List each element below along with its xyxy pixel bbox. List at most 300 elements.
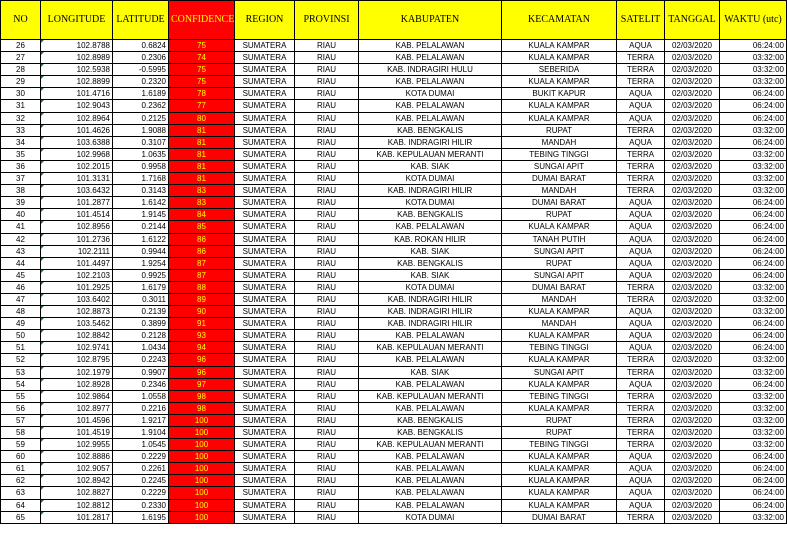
cell-kecamatan: TEBING TINGGI — [502, 148, 617, 160]
cell-kecamatan: KUALA KAMPAR — [502, 475, 617, 487]
cell-kabupaten: KAB. INDRAGIRI HILIR — [359, 136, 502, 148]
header-waktu: WAKTU (utc) — [720, 1, 787, 40]
table-row — [1, 318, 787, 330]
cell-longitude: 102.8899 — [41, 76, 113, 88]
cell-satelit: TERRA — [617, 390, 665, 402]
cell-kecamatan: SEBERIDA — [502, 64, 617, 76]
cell-satelit: TERRA — [617, 414, 665, 426]
cell-confidence: 98 — [169, 390, 235, 402]
cell-waktu: 06:24:00 — [720, 136, 787, 148]
cell-longitude: 103.6388 — [41, 136, 113, 148]
cell-satelit: TERRA — [617, 427, 665, 439]
table-row — [1, 463, 787, 475]
cell-no: 62 — [1, 475, 41, 487]
cell-longitude: 102.9955 — [41, 439, 113, 451]
cell-no: 50 — [1, 330, 41, 342]
cell-longitude: 102.8886 — [41, 451, 113, 463]
cell-waktu: 06:24:00 — [720, 233, 787, 245]
cell-kabupaten: KAB. INDRAGIRI HILIR — [359, 318, 502, 330]
cell-kecamatan: MANDAH — [502, 136, 617, 148]
cell-confidence: 93 — [169, 330, 235, 342]
cell-waktu: 03:32:00 — [720, 511, 787, 523]
cell-latitude: 0.2306 — [113, 52, 169, 64]
cell-no: 26 — [1, 40, 41, 52]
cell-kecamatan: KUALA KAMPAR — [502, 354, 617, 366]
cell-no: 30 — [1, 88, 41, 100]
cell-longitude: 103.6402 — [41, 293, 113, 305]
cell-satelit: AQUA — [617, 100, 665, 112]
cell-tanggal: 02/03/2020 — [665, 293, 720, 305]
cell-latitude: 1.9104 — [113, 427, 169, 439]
cell-latitude: 1.0635 — [113, 148, 169, 160]
cell-latitude: 0.2346 — [113, 378, 169, 390]
cell-tanggal: 02/03/2020 — [665, 499, 720, 511]
cell-tanggal: 02/03/2020 — [665, 221, 720, 233]
cell-confidence: 96 — [169, 366, 235, 378]
cell-confidence: 90 — [169, 306, 235, 318]
cell-satelit: TERRA — [617, 185, 665, 197]
cell-provinsi: RIAU — [295, 330, 359, 342]
cell-no: 47 — [1, 293, 41, 305]
cell-confidence: 85 — [169, 221, 235, 233]
cell-provinsi: RIAU — [295, 185, 359, 197]
cell-confidence: 100 — [169, 439, 235, 451]
cell-confidence: 83 — [169, 185, 235, 197]
cell-tanggal: 02/03/2020 — [665, 257, 720, 269]
cell-region: SUMATERA — [235, 499, 295, 511]
cell-latitude: 1.6189 — [113, 88, 169, 100]
cell-kecamatan: KUALA KAMPAR — [502, 330, 617, 342]
cell-waktu: 06:24:00 — [720, 330, 787, 342]
table-row — [1, 233, 787, 245]
cell-satelit: AQUA — [617, 463, 665, 475]
cell-latitude: 1.0434 — [113, 342, 169, 354]
cell-tanggal: 02/03/2020 — [665, 487, 720, 499]
table-row — [1, 221, 787, 233]
cell-provinsi: RIAU — [295, 136, 359, 148]
cell-kabupaten: KAB. SIAK — [359, 269, 502, 281]
cell-no: 49 — [1, 318, 41, 330]
cell-provinsi: RIAU — [295, 451, 359, 463]
cell-longitude: 102.9968 — [41, 148, 113, 160]
cell-latitude: 0.2243 — [113, 354, 169, 366]
cell-confidence: 77 — [169, 100, 235, 112]
cell-provinsi: RIAU — [295, 414, 359, 426]
cell-latitude: 0.2125 — [113, 112, 169, 124]
cell-confidence: 96 — [169, 354, 235, 366]
cell-region: SUMATERA — [235, 76, 295, 88]
cell-region: SUMATERA — [235, 221, 295, 233]
cell-satelit: AQUA — [617, 269, 665, 281]
table-row — [1, 439, 787, 451]
cell-provinsi: RIAU — [295, 245, 359, 257]
cell-longitude: 102.8842 — [41, 330, 113, 342]
cell-region: SUMATERA — [235, 378, 295, 390]
cell-waktu: 06:24:00 — [720, 269, 787, 281]
cell-longitude: 101.4519 — [41, 427, 113, 439]
cell-waktu: 03:32:00 — [720, 124, 787, 136]
cell-no: 57 — [1, 414, 41, 426]
cell-waktu: 03:32:00 — [720, 76, 787, 88]
cell-kecamatan: DUMAI BARAT — [502, 173, 617, 185]
cell-kabupaten: KAB. PELALAWAN — [359, 475, 502, 487]
cell-kecamatan: KUALA KAMPAR — [502, 499, 617, 511]
cell-waktu: 06:24:00 — [720, 40, 787, 52]
cell-kabupaten: KAB. INDRAGIRI HILIR — [359, 185, 502, 197]
cell-kecamatan: KUALA KAMPAR — [502, 378, 617, 390]
cell-provinsi: RIAU — [295, 366, 359, 378]
cell-longitude: 101.2817 — [41, 511, 113, 523]
cell-tanggal: 02/03/2020 — [665, 88, 720, 100]
cell-provinsi: RIAU — [295, 257, 359, 269]
cell-kabupaten: KAB. PELALAWAN — [359, 330, 502, 342]
cell-region: SUMATERA — [235, 366, 295, 378]
cell-region: SUMATERA — [235, 402, 295, 414]
cell-waktu: 03:32:00 — [720, 414, 787, 426]
cell-provinsi: RIAU — [295, 197, 359, 209]
cell-kabupaten: KAB. KEPULAUAN MERANTI — [359, 439, 502, 451]
cell-longitude: 102.8942 — [41, 475, 113, 487]
cell-latitude: 0.2320 — [113, 76, 169, 88]
cell-tanggal: 02/03/2020 — [665, 112, 720, 124]
cell-waktu: 06:24:00 — [720, 88, 787, 100]
cell-latitude: 1.6122 — [113, 233, 169, 245]
cell-kabupaten: KAB. PELALAWAN — [359, 402, 502, 414]
cell-provinsi: RIAU — [295, 76, 359, 88]
cell-satelit: AQUA — [617, 487, 665, 499]
cell-kecamatan: TANAH PUTIH — [502, 233, 617, 245]
cell-waktu: 03:32:00 — [720, 402, 787, 414]
cell-latitude: 0.9907 — [113, 366, 169, 378]
cell-no: 64 — [1, 499, 41, 511]
cell-region: SUMATERA — [235, 342, 295, 354]
cell-confidence: 87 — [169, 257, 235, 269]
cell-satelit: TERRA — [617, 52, 665, 64]
cell-waktu: 06:24:00 — [720, 221, 787, 233]
cell-provinsi: RIAU — [295, 378, 359, 390]
cell-kecamatan: KUALA KAMPAR — [502, 402, 617, 414]
cell-no: 33 — [1, 124, 41, 136]
cell-region: SUMATERA — [235, 160, 295, 172]
cell-kabupaten: KAB. KEPULAUAN MERANTI — [359, 148, 502, 160]
cell-waktu: 03:32:00 — [720, 160, 787, 172]
cell-no: 40 — [1, 209, 41, 221]
cell-confidence: 91 — [169, 318, 235, 330]
cell-kabupaten: KOTA DUMAI — [359, 88, 502, 100]
cell-latitude: 0.3899 — [113, 318, 169, 330]
table-row — [1, 499, 787, 511]
cell-region: SUMATERA — [235, 257, 295, 269]
table-row — [1, 402, 787, 414]
table-row — [1, 112, 787, 124]
cell-waktu: 03:32:00 — [720, 439, 787, 451]
table-row — [1, 76, 787, 88]
table-row — [1, 245, 787, 257]
cell-no: 48 — [1, 306, 41, 318]
table-row — [1, 100, 787, 112]
cell-latitude: 1.6142 — [113, 197, 169, 209]
cell-kabupaten: KOTA DUMAI — [359, 511, 502, 523]
cell-satelit: AQUA — [617, 112, 665, 124]
cell-region: SUMATERA — [235, 148, 295, 160]
cell-kecamatan: KUALA KAMPAR — [502, 112, 617, 124]
cell-longitude: 101.4514 — [41, 209, 113, 221]
table-row — [1, 342, 787, 354]
cell-tanggal: 02/03/2020 — [665, 330, 720, 342]
table-row — [1, 40, 787, 52]
cell-latitude: -0.5995 — [113, 64, 169, 76]
cell-region: SUMATERA — [235, 64, 295, 76]
cell-confidence: 86 — [169, 245, 235, 257]
cell-kabupaten: KAB. PELALAWAN — [359, 499, 502, 511]
cell-latitude: 1.0558 — [113, 390, 169, 402]
cell-longitude: 102.8956 — [41, 221, 113, 233]
cell-confidence: 81 — [169, 173, 235, 185]
table-row — [1, 390, 787, 402]
cell-provinsi: RIAU — [295, 124, 359, 136]
cell-tanggal: 02/03/2020 — [665, 52, 720, 64]
cell-confidence: 100 — [169, 475, 235, 487]
cell-longitude: 103.6432 — [41, 185, 113, 197]
header-satelit: SATELIT — [617, 1, 665, 40]
table-row — [1, 475, 787, 487]
table-row — [1, 366, 787, 378]
cell-kecamatan: KUALA KAMPAR — [502, 463, 617, 475]
cell-no: 51 — [1, 342, 41, 354]
cell-no: 28 — [1, 64, 41, 76]
cell-tanggal: 02/03/2020 — [665, 511, 720, 523]
cell-latitude: 0.2245 — [113, 475, 169, 487]
table-row — [1, 414, 787, 426]
cell-confidence: 89 — [169, 293, 235, 305]
cell-satelit: TERRA — [617, 354, 665, 366]
header-kecamatan: KECAMATAN — [502, 1, 617, 40]
cell-satelit: AQUA — [617, 209, 665, 221]
cell-latitude: 0.2216 — [113, 402, 169, 414]
cell-provinsi: RIAU — [295, 475, 359, 487]
cell-tanggal: 02/03/2020 — [665, 402, 720, 414]
table-row — [1, 269, 787, 281]
cell-latitude: 0.9958 — [113, 160, 169, 172]
cell-tanggal: 02/03/2020 — [665, 160, 720, 172]
cell-latitude: 1.9088 — [113, 124, 169, 136]
cell-kecamatan: SUNGAI APIT — [502, 366, 617, 378]
cell-kabupaten: KAB. SIAK — [359, 160, 502, 172]
cell-region: SUMATERA — [235, 487, 295, 499]
cell-tanggal: 02/03/2020 — [665, 342, 720, 354]
table-row — [1, 88, 787, 100]
cell-tanggal: 02/03/2020 — [665, 245, 720, 257]
table-row — [1, 330, 787, 342]
cell-tanggal: 02/03/2020 — [665, 197, 720, 209]
cell-tanggal: 02/03/2020 — [665, 209, 720, 221]
cell-latitude: 1.6195 — [113, 511, 169, 523]
cell-provinsi: RIAU — [295, 390, 359, 402]
cell-satelit: TERRA — [617, 439, 665, 451]
cell-provinsi: RIAU — [295, 427, 359, 439]
cell-provinsi: RIAU — [295, 511, 359, 523]
cell-no: 29 — [1, 76, 41, 88]
table-row — [1, 451, 787, 463]
table-row — [1, 160, 787, 172]
cell-region: SUMATERA — [235, 88, 295, 100]
cell-latitude: 0.2229 — [113, 451, 169, 463]
table-row — [1, 209, 787, 221]
cell-kabupaten: KAB. SIAK — [359, 245, 502, 257]
cell-longitude: 101.3131 — [41, 173, 113, 185]
cell-latitude: 1.9217 — [113, 414, 169, 426]
cell-latitude: 1.9254 — [113, 257, 169, 269]
cell-kecamatan: KUALA KAMPAR — [502, 487, 617, 499]
cell-no: 44 — [1, 257, 41, 269]
cell-kecamatan: KUALA KAMPAR — [502, 40, 617, 52]
cell-kabupaten: KAB. INDRAGIRI HILIR — [359, 306, 502, 318]
cell-no: 52 — [1, 354, 41, 366]
cell-waktu: 06:24:00 — [720, 100, 787, 112]
cell-kabupaten: KAB. KEPULAUAN MERANTI — [359, 390, 502, 402]
cell-waktu: 03:32:00 — [720, 185, 787, 197]
cell-provinsi: RIAU — [295, 209, 359, 221]
cell-kabupaten: KAB. BENGKALIS — [359, 124, 502, 136]
cell-satelit: AQUA — [617, 40, 665, 52]
table-row — [1, 354, 787, 366]
cell-provinsi: RIAU — [295, 342, 359, 354]
cell-confidence: 74 — [169, 52, 235, 64]
table-row — [1, 136, 787, 148]
cell-confidence: 75 — [169, 76, 235, 88]
cell-waktu: 03:32:00 — [720, 390, 787, 402]
cell-no: 54 — [1, 378, 41, 390]
cell-region: SUMATERA — [235, 173, 295, 185]
cell-no: 39 — [1, 197, 41, 209]
cell-kabupaten: KAB. BENGKALIS — [359, 427, 502, 439]
cell-provinsi: RIAU — [295, 88, 359, 100]
cell-tanggal: 02/03/2020 — [665, 414, 720, 426]
cell-satelit: TERRA — [617, 76, 665, 88]
cell-kabupaten: KAB. PELALAWAN — [359, 451, 502, 463]
cell-tanggal: 02/03/2020 — [665, 100, 720, 112]
cell-tanggal: 02/03/2020 — [665, 451, 720, 463]
cell-kecamatan: MANDAH — [502, 318, 617, 330]
cell-satelit: AQUA — [617, 257, 665, 269]
cell-no: 65 — [1, 511, 41, 523]
cell-provinsi: RIAU — [295, 354, 359, 366]
cell-kecamatan: BUKIT KAPUR — [502, 88, 617, 100]
cell-satelit: AQUA — [617, 499, 665, 511]
cell-provinsi: RIAU — [295, 40, 359, 52]
cell-waktu: 06:24:00 — [720, 475, 787, 487]
cell-region: SUMATERA — [235, 318, 295, 330]
cell-longitude: 101.2736 — [41, 233, 113, 245]
cell-kabupaten: KAB. PELALAWAN — [359, 221, 502, 233]
cell-longitude: 101.4596 — [41, 414, 113, 426]
cell-satelit: TERRA — [617, 173, 665, 185]
cell-kabupaten: KAB. BENGKALIS — [359, 414, 502, 426]
cell-region: SUMATERA — [235, 511, 295, 523]
cell-no: 31 — [1, 100, 41, 112]
cell-no: 55 — [1, 390, 41, 402]
cell-provinsi: RIAU — [295, 439, 359, 451]
cell-kabupaten: KAB. KEPULAUAN MERANTI — [359, 342, 502, 354]
cell-kabupaten: KAB. INDRAGIRI HULU — [359, 64, 502, 76]
cell-satelit: AQUA — [617, 88, 665, 100]
cell-tanggal: 02/03/2020 — [665, 185, 720, 197]
cell-confidence: 100 — [169, 499, 235, 511]
cell-region: SUMATERA — [235, 52, 295, 64]
cell-longitude: 102.8928 — [41, 378, 113, 390]
cell-region: SUMATERA — [235, 414, 295, 426]
cell-waktu: 06:24:00 — [720, 209, 787, 221]
table-row — [1, 185, 787, 197]
cell-longitude: 102.9864 — [41, 390, 113, 402]
cell-tanggal: 02/03/2020 — [665, 64, 720, 76]
table-row — [1, 64, 787, 76]
cell-provinsi: RIAU — [295, 64, 359, 76]
cell-longitude: 102.8873 — [41, 306, 113, 318]
cell-confidence: 81 — [169, 148, 235, 160]
cell-latitude: 0.2229 — [113, 487, 169, 499]
cell-provinsi: RIAU — [295, 306, 359, 318]
cell-no: 36 — [1, 160, 41, 172]
cell-provinsi: RIAU — [295, 269, 359, 281]
cell-region: SUMATERA — [235, 390, 295, 402]
table-row — [1, 197, 787, 209]
cell-region: SUMATERA — [235, 197, 295, 209]
cell-longitude: 102.8812 — [41, 499, 113, 511]
cell-waktu: 03:32:00 — [720, 306, 787, 318]
cell-kecamatan: KUALA KAMPAR — [502, 451, 617, 463]
header-no: NO — [1, 1, 41, 40]
cell-kecamatan: RUPAT — [502, 414, 617, 426]
cell-kecamatan: RUPAT — [502, 427, 617, 439]
cell-tanggal: 02/03/2020 — [665, 475, 720, 487]
cell-satelit: TERRA — [617, 511, 665, 523]
cell-confidence: 83 — [169, 197, 235, 209]
cell-waktu: 06:24:00 — [720, 487, 787, 499]
cell-kecamatan: RUPAT — [502, 124, 617, 136]
header-tanggal: TANGGAL — [665, 1, 720, 40]
table-row — [1, 293, 787, 305]
cell-no: 61 — [1, 463, 41, 475]
cell-tanggal: 02/03/2020 — [665, 378, 720, 390]
cell-waktu: 06:24:00 — [720, 318, 787, 330]
cell-tanggal: 02/03/2020 — [665, 318, 720, 330]
cell-no: 41 — [1, 221, 41, 233]
cell-tanggal: 02/03/2020 — [665, 40, 720, 52]
cell-region: SUMATERA — [235, 100, 295, 112]
cell-satelit: AQUA — [617, 197, 665, 209]
cell-kecamatan: DUMAI BARAT — [502, 197, 617, 209]
cell-kabupaten: KOTA DUMAI — [359, 173, 502, 185]
table-row — [1, 148, 787, 160]
table-row — [1, 306, 787, 318]
cell-region: SUMATERA — [235, 269, 295, 281]
cell-latitude: 1.0545 — [113, 439, 169, 451]
cell-kabupaten: KAB. ROKAN HILIR — [359, 233, 502, 245]
cell-kabupaten: KAB. INDRAGIRI HILIR — [359, 293, 502, 305]
cell-latitude: 0.2330 — [113, 499, 169, 511]
cell-kecamatan: MANDAH — [502, 185, 617, 197]
cell-provinsi: RIAU — [295, 499, 359, 511]
cell-no: 56 — [1, 402, 41, 414]
cell-kecamatan: SUNGAI APIT — [502, 160, 617, 172]
cell-latitude: 0.3011 — [113, 293, 169, 305]
cell-region: SUMATERA — [235, 209, 295, 221]
cell-kecamatan: KUALA KAMPAR — [502, 100, 617, 112]
header-provinsi: PROVINSI — [295, 1, 359, 40]
cell-latitude: 1.6179 — [113, 281, 169, 293]
cell-waktu: 03:32:00 — [720, 366, 787, 378]
